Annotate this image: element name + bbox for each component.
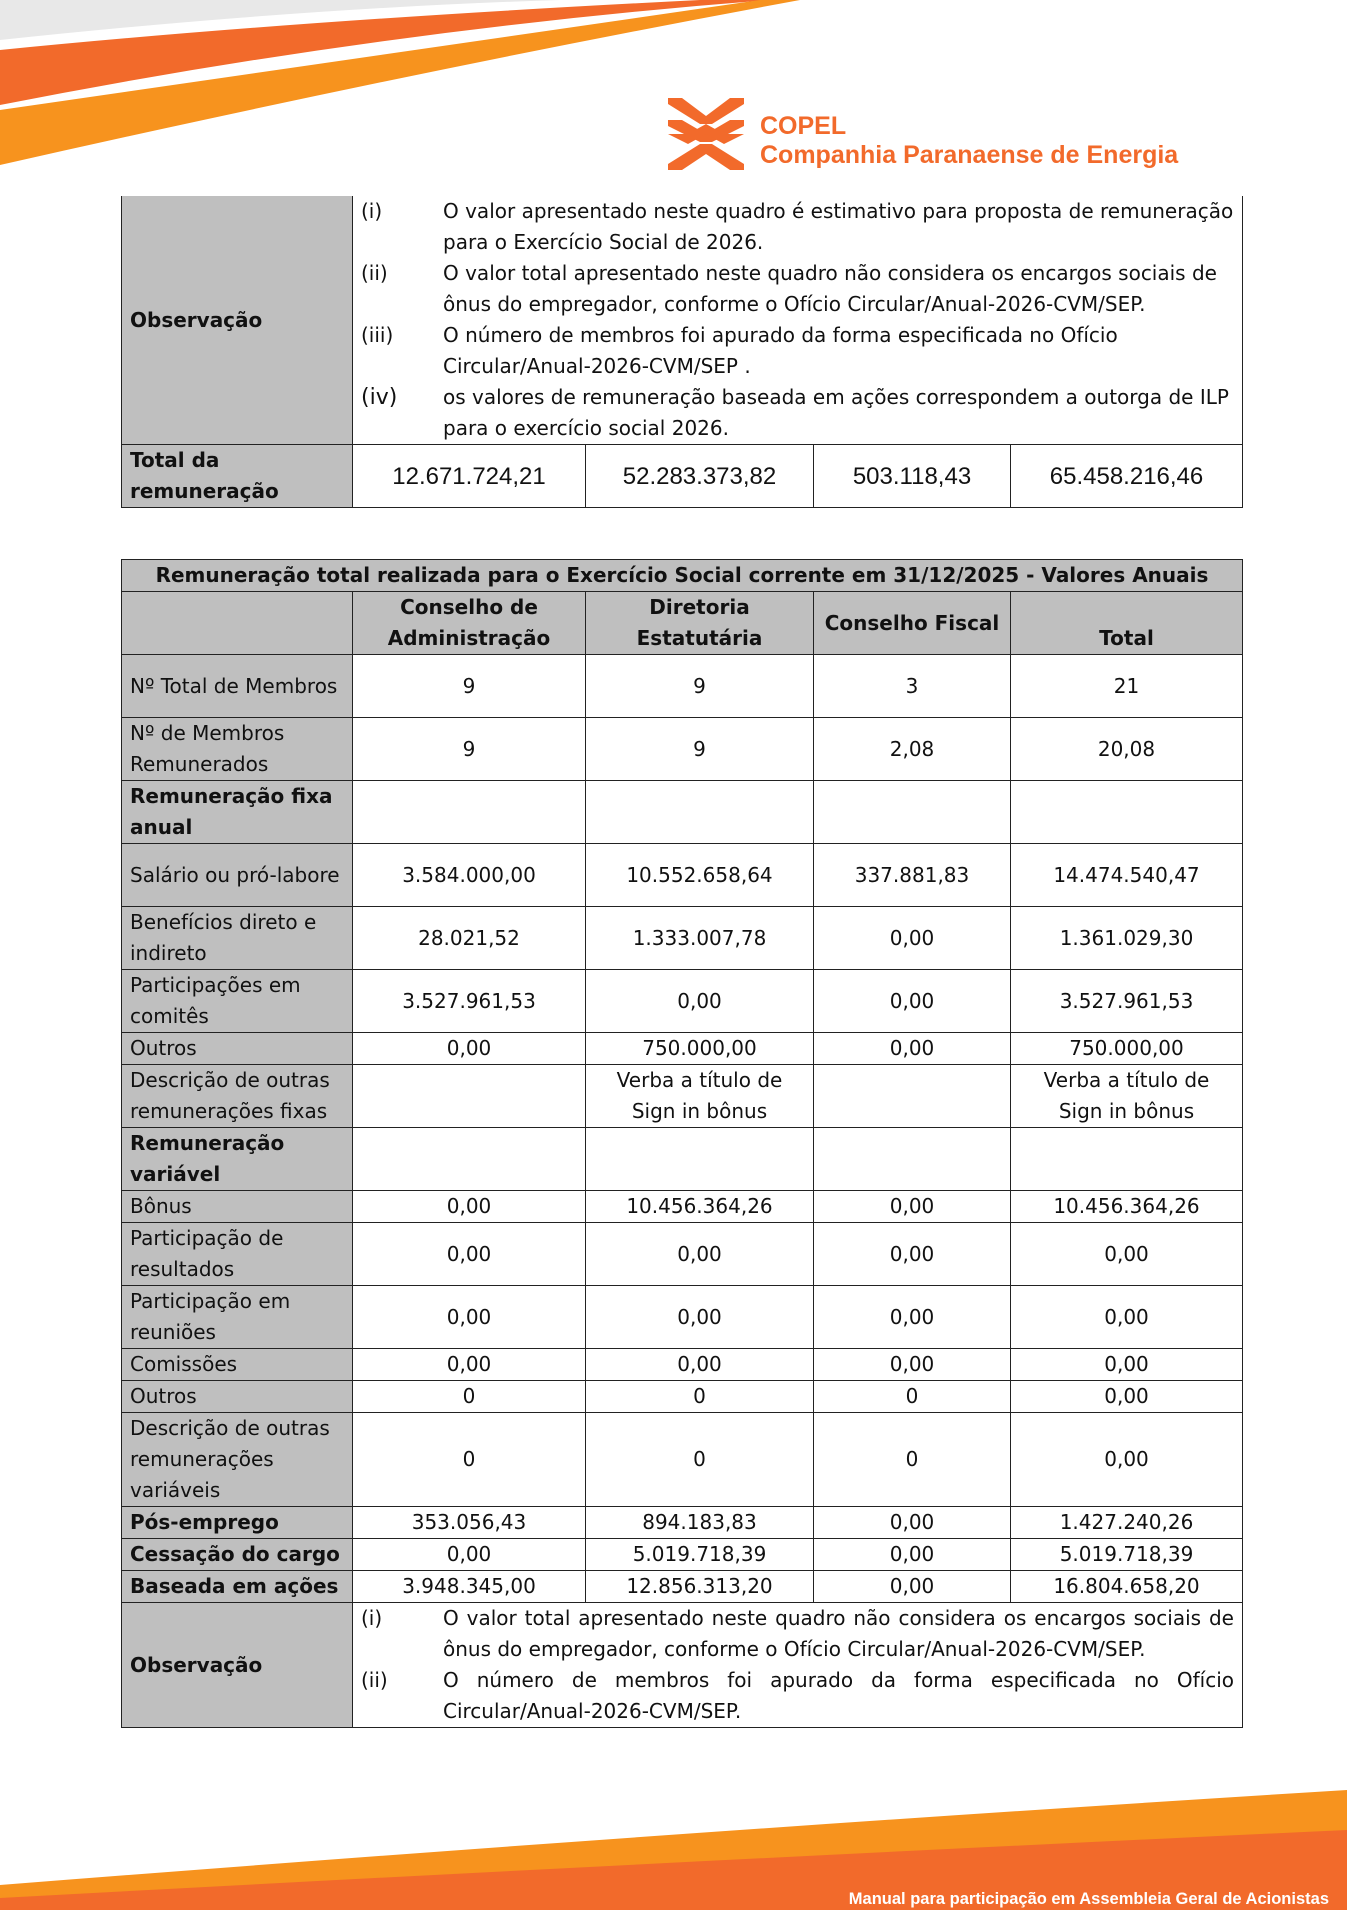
table-row [122, 1286, 1243, 1349]
table-cell: 0 [814, 1381, 1011, 1413]
row-label: Cessação do cargo [122, 1539, 353, 1571]
table-cell: 28.021,52 [353, 907, 586, 970]
table-row [122, 1223, 1243, 1286]
row-label: Participação em reuniões [122, 1286, 353, 1349]
table-cell [586, 781, 814, 844]
table-cell: Verba a título de Sign in bônus [586, 1065, 814, 1128]
observation-row [122, 196, 1243, 445]
table-cell: 0,00 [353, 1539, 586, 1571]
row-label: Remuneração fixa anual [122, 781, 353, 844]
table-cell: 750.000,00 [586, 1033, 814, 1065]
table-cell: 0,00 [814, 1191, 1011, 1223]
table-cell: 0,00 [814, 1223, 1011, 1286]
table-cell: 0,00 [353, 1033, 586, 1065]
table-cell: 9 [353, 718, 586, 781]
table-cell: 0 [586, 1413, 814, 1507]
table-cell: 0,00 [814, 1539, 1011, 1571]
table-row [122, 970, 1243, 1033]
table-row [122, 1033, 1243, 1065]
table-cell [586, 1128, 814, 1191]
table-cell: 0,00 [1011, 1286, 1243, 1349]
row-label: Baseada em ações [122, 1571, 353, 1603]
table-cell: 0,00 [1011, 1413, 1243, 1507]
table-row [122, 1128, 1243, 1191]
row-label: Descrição de outras remunerações fixas [122, 1065, 353, 1128]
table-cell: 21 [1011, 655, 1243, 718]
table-cell: 0,00 [814, 1349, 1011, 1381]
table-cell: 1.361.029,30 [1011, 907, 1243, 970]
table-cell: 9 [586, 718, 814, 781]
table-cell: 12.856.313,20 [586, 1571, 814, 1603]
observation-label: Observação [122, 1603, 353, 1728]
table-row [122, 655, 1243, 718]
row-label: Benefícios direto e indireto [122, 907, 353, 970]
row-label: Outros [122, 1033, 353, 1065]
table-cell: 0,00 [353, 1286, 586, 1349]
table-cell: 0 [353, 1413, 586, 1507]
table-cell: 1.427.240,26 [1011, 1507, 1243, 1539]
table-cell: 0,00 [814, 907, 1011, 970]
table-cell: Verba a título de Sign in bônus [1011, 1065, 1243, 1128]
table-cell: 750.000,00 [1011, 1033, 1243, 1065]
row-label: Nº Total de Membros [122, 655, 353, 718]
brand-full-name: Companhia Paranaense de Energia [760, 141, 1179, 169]
table-cell: 10.456.364,26 [1011, 1191, 1243, 1223]
remuneration-table-2026 [121, 196, 1243, 508]
observation-item: (i) O valor apresentado neste quadro é estimativo para proposta de remuneração para o Exercício Social de 2026. [361, 199, 1234, 254]
table-title: Remuneração total realizada para o Exercício Social corrente em 31/12/2025 - Valores Anuais [122, 560, 1243, 592]
table-row [122, 1539, 1243, 1571]
observation-item: (i) O valor total apresentado neste quadro não considera os encargos sociais de ônus do empregador, conforme o Ofício Circular/Anual-2026-CVM/SEP. [361, 1606, 1234, 1661]
table-header-row [122, 592, 1243, 655]
table-cell [814, 781, 1011, 844]
table-cell: 0,00 [1011, 1349, 1243, 1381]
total-remuneration-label: Total da remuneração [122, 445, 353, 508]
observation-item: (iii) O número de membros foi apurado da forma especificada no Ofício Circular/Anual-2026-CVM/SEP . [361, 323, 1118, 378]
column-header: Total [1011, 592, 1243, 655]
table-cell: 3 [814, 655, 1011, 718]
table-cell [1011, 1128, 1243, 1191]
company-logo [668, 98, 1228, 170]
total-value: 52.283.373,82 [586, 445, 814, 508]
table-cell: 0,00 [586, 1223, 814, 1286]
table-title-row [122, 560, 1243, 592]
table-row [122, 1381, 1243, 1413]
table-cell: 3.527.961,53 [1011, 970, 1243, 1033]
column-header: Conselho de Administração [353, 592, 586, 655]
table-cell: 0,00 [814, 1571, 1011, 1603]
table-cell: 2,08 [814, 718, 1011, 781]
table-row [122, 781, 1243, 844]
row-label: Salário ou pró-labore [122, 844, 353, 907]
table-cell: 9 [586, 655, 814, 718]
table-body [122, 655, 1243, 1603]
brand-name: COPEL [760, 112, 847, 140]
table-cell [353, 781, 586, 844]
table-cell: 0,00 [353, 1191, 586, 1223]
table-row [122, 1191, 1243, 1223]
logo-text [760, 112, 1178, 170]
total-value: 12.671.724,21 [353, 445, 586, 508]
table-cell [814, 1128, 1011, 1191]
total-value: 503.118,43 [814, 445, 1011, 508]
table-row [122, 907, 1243, 970]
copel-logo-icon [668, 98, 744, 170]
table-cell: 337.881,83 [814, 844, 1011, 907]
footer-text: Manual para participação em Assembleia Geral de Acionistas [848, 1890, 1329, 1908]
table-cell: 894.183,83 [586, 1507, 814, 1539]
table-cell: 3.584.000,00 [353, 844, 586, 907]
table-cell: 0,00 [814, 1033, 1011, 1065]
table-cell: 3.527.961,53 [353, 970, 586, 1033]
table-cell: 0,00 [353, 1349, 586, 1381]
row-label: Outros [122, 1381, 353, 1413]
row-label: Pós-emprego [122, 1507, 353, 1539]
table-cell: 14.474.540,47 [1011, 844, 1243, 907]
table-row [122, 1571, 1243, 1603]
table-cell: 10.552.658,64 [586, 844, 814, 907]
observation-item: (ii) O número de membros foi apurado da forma especificada no Ofício Circular/Anual-2026-CVM/SEP. [361, 1668, 1234, 1723]
remuneration-table-2025 [121, 559, 1243, 1728]
table-cell: 5.019.718,39 [1011, 1539, 1243, 1571]
table-row [122, 1349, 1243, 1381]
table-row [122, 1507, 1243, 1539]
table-cell: 16.804.658,20 [1011, 1571, 1243, 1603]
observation-list [361, 196, 1234, 444]
table-cell: 0,00 [586, 970, 814, 1033]
column-header: Conselho Fiscal [814, 592, 1011, 655]
table-cell: 0,00 [1011, 1223, 1243, 1286]
total-remuneration-row [122, 445, 1243, 508]
table-cell [814, 1065, 1011, 1128]
table-row [122, 1065, 1243, 1128]
observation-label: Observação [122, 196, 353, 445]
table-cell [1011, 781, 1243, 844]
table-cell: 0,00 [814, 1286, 1011, 1349]
empty-header [122, 592, 353, 655]
table-cell: 0,00 [353, 1223, 586, 1286]
row-label: Descrição de outras remunerações variáveis [122, 1413, 353, 1507]
row-label: Participações em comitês [122, 970, 353, 1033]
table-cell: 9 [353, 655, 586, 718]
table-cell: 353.056,43 [353, 1507, 586, 1539]
table-row [122, 844, 1243, 907]
table-cell: 10.456.364,26 [586, 1191, 814, 1223]
table-cell: 1.333.007,78 [586, 907, 814, 970]
table-cell: 5.019.718,39 [586, 1539, 814, 1571]
total-value: 65.458.216,46 [1011, 445, 1243, 508]
table-cell: 0 [814, 1413, 1011, 1507]
table-cell: 0,00 [814, 970, 1011, 1033]
observation-list [361, 1603, 1234, 1727]
row-label: Remuneração variável [122, 1128, 353, 1191]
row-label: Nº de Membros Remunerados [122, 718, 353, 781]
row-label: Bônus [122, 1191, 353, 1223]
table-cell: 20,08 [1011, 718, 1243, 781]
table-cell: 0 [586, 1381, 814, 1413]
observation-item: (iv) os valores de remuneração baseada em ações correspondem a outorga de ILP para o exercício social 2026. [361, 385, 1229, 440]
table-cell: 0,00 [586, 1286, 814, 1349]
observation-row [122, 1603, 1243, 1728]
table-cell: 0,00 [586, 1349, 814, 1381]
column-header: Diretoria Estatutária [586, 592, 814, 655]
table-cell: 3.948.345,00 [353, 1571, 586, 1603]
table-cell: 0 [353, 1381, 586, 1413]
table-row [122, 718, 1243, 781]
table-cell: 0,00 [814, 1507, 1011, 1539]
table-cell [353, 1065, 586, 1128]
row-label: Comissões [122, 1349, 353, 1381]
table-row [122, 1413, 1243, 1507]
observation-item: (ii) O valor total apresentado neste quadro não considera os encargos sociais de ônus do empregador, conforme o Ofício Circular/Anual-2026-CVM/SEP. [361, 261, 1217, 316]
table-cell [353, 1128, 586, 1191]
row-label: Participação de resultados [122, 1223, 353, 1286]
table-cell: 0,00 [1011, 1381, 1243, 1413]
